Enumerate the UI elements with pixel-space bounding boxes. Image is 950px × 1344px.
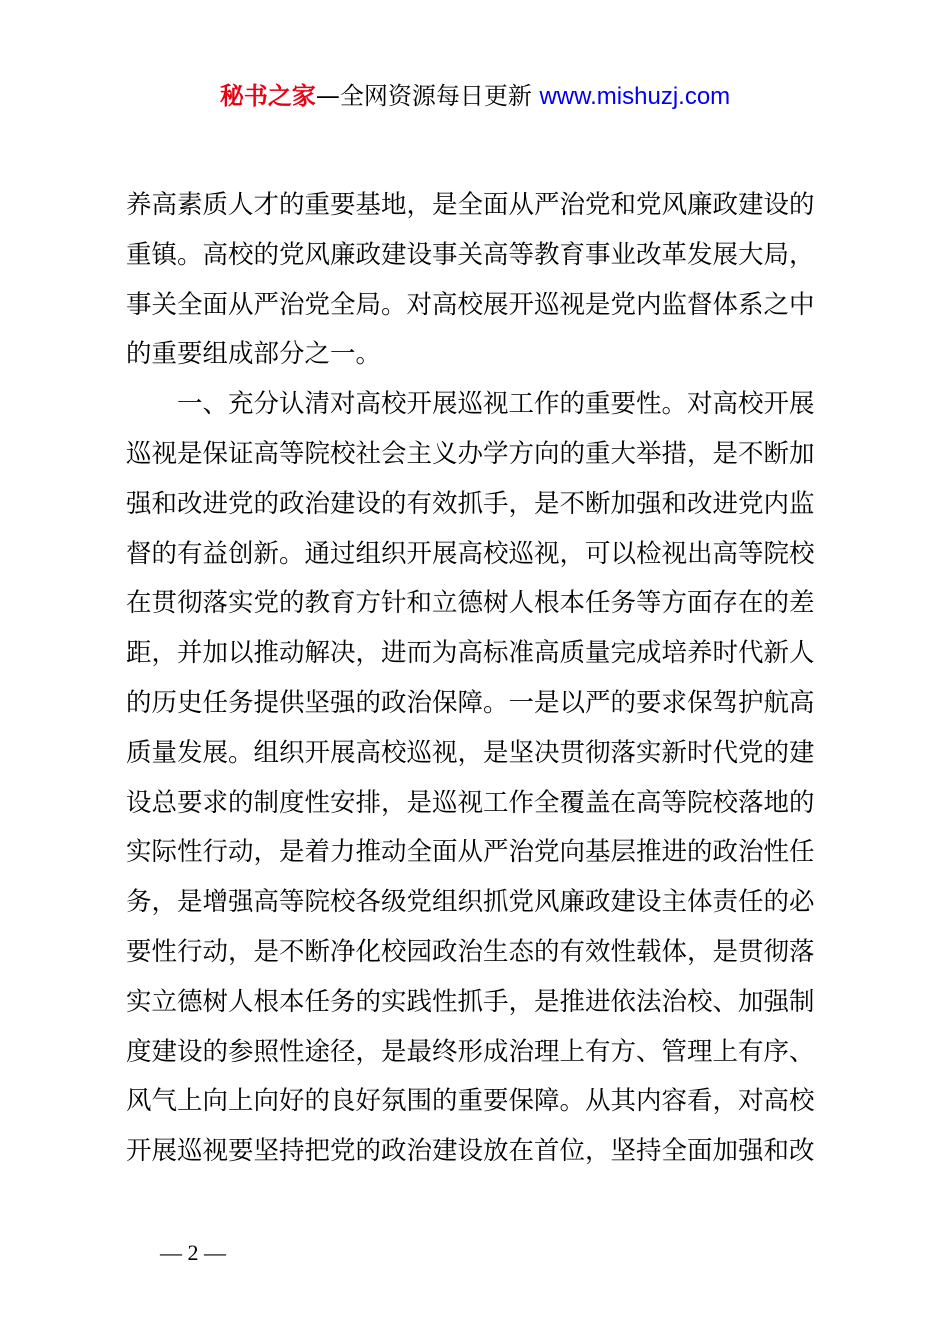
body-line: 风气上向上向好的良好氛围的重要保障。从其内容看，对高校 (126, 1086, 815, 1117)
body-line: 距，并加以推动解决，进而为高标准高质量完成培养时代新人 (126, 638, 815, 669)
body-line: 质量发展。组织开展高校巡视，是坚决贯彻落实新时代党的建 (126, 737, 815, 768)
body-line: 巡视是保证高等院校社会主义办学方向的重大举措，是不断加 (126, 438, 815, 469)
body-line: 在贯彻落实党的教育方针和立德树人根本任务等方面存在的差 (126, 588, 815, 619)
body-line: 度建设的参照性途径，是最终形成治理上有方、管理上有序、 (126, 1036, 815, 1067)
body-line: 务，是增强高等院校各级党组织抓党风廉政建设主体责任的必 (126, 887, 815, 918)
body-line: 要性行动，是不断净化校园政治生态的有效性载体，是贯彻落 (126, 936, 815, 967)
body-line: 设总要求的制度性安排，是巡视工作全覆盖在高等院校落地的 (126, 787, 815, 818)
page-number: — 2 — (160, 1240, 226, 1265)
body-line: 一、充分认清对高校开展巡视工作的重要性。对高校开展 (126, 389, 815, 420)
body-line: 事关全面从严治党全局。对高校展开巡视是党内监督体系之中 (126, 289, 815, 320)
body-line: 实际性行动，是着力推动全面从严治党向基层推进的政治性任 (126, 837, 815, 868)
body-line: 养高素质人才的重要基地，是全面从严治党和党风廉政建设的 (126, 190, 815, 220)
body-line: 重镇。高校的党风廉政建设事关高等教育事业改革发展大局， (126, 239, 815, 270)
body-line: 开展巡视要坚持把党的政治建设放在首位，坚持全面加强和改 (126, 1136, 815, 1167)
document-body (126, 181, 832, 1177)
header-url[interactable]: www.mishuzj.com (539, 83, 731, 110)
body-line: 强和改进党的政治建设的有效抓手，是不断加强和改进党内监 (126, 488, 815, 519)
body-line: 的历史任务提供坚强的政治保障。一是以严的要求保驾护航高 (126, 687, 815, 718)
header-tagline: —全网资源每日更新 (315, 82, 532, 110)
page-header (0, 78, 950, 115)
body-line: 的重要组成部分之一。 (126, 339, 382, 370)
body-line: 实立德树人根本任务的实践性抓手，是推进依法治校、加强制 (126, 986, 815, 1017)
header-brand: 秘书之家 (219, 82, 316, 110)
body-line: 督的有益创新。通过组织开展高校巡视，可以检视出高等院校 (126, 538, 815, 569)
